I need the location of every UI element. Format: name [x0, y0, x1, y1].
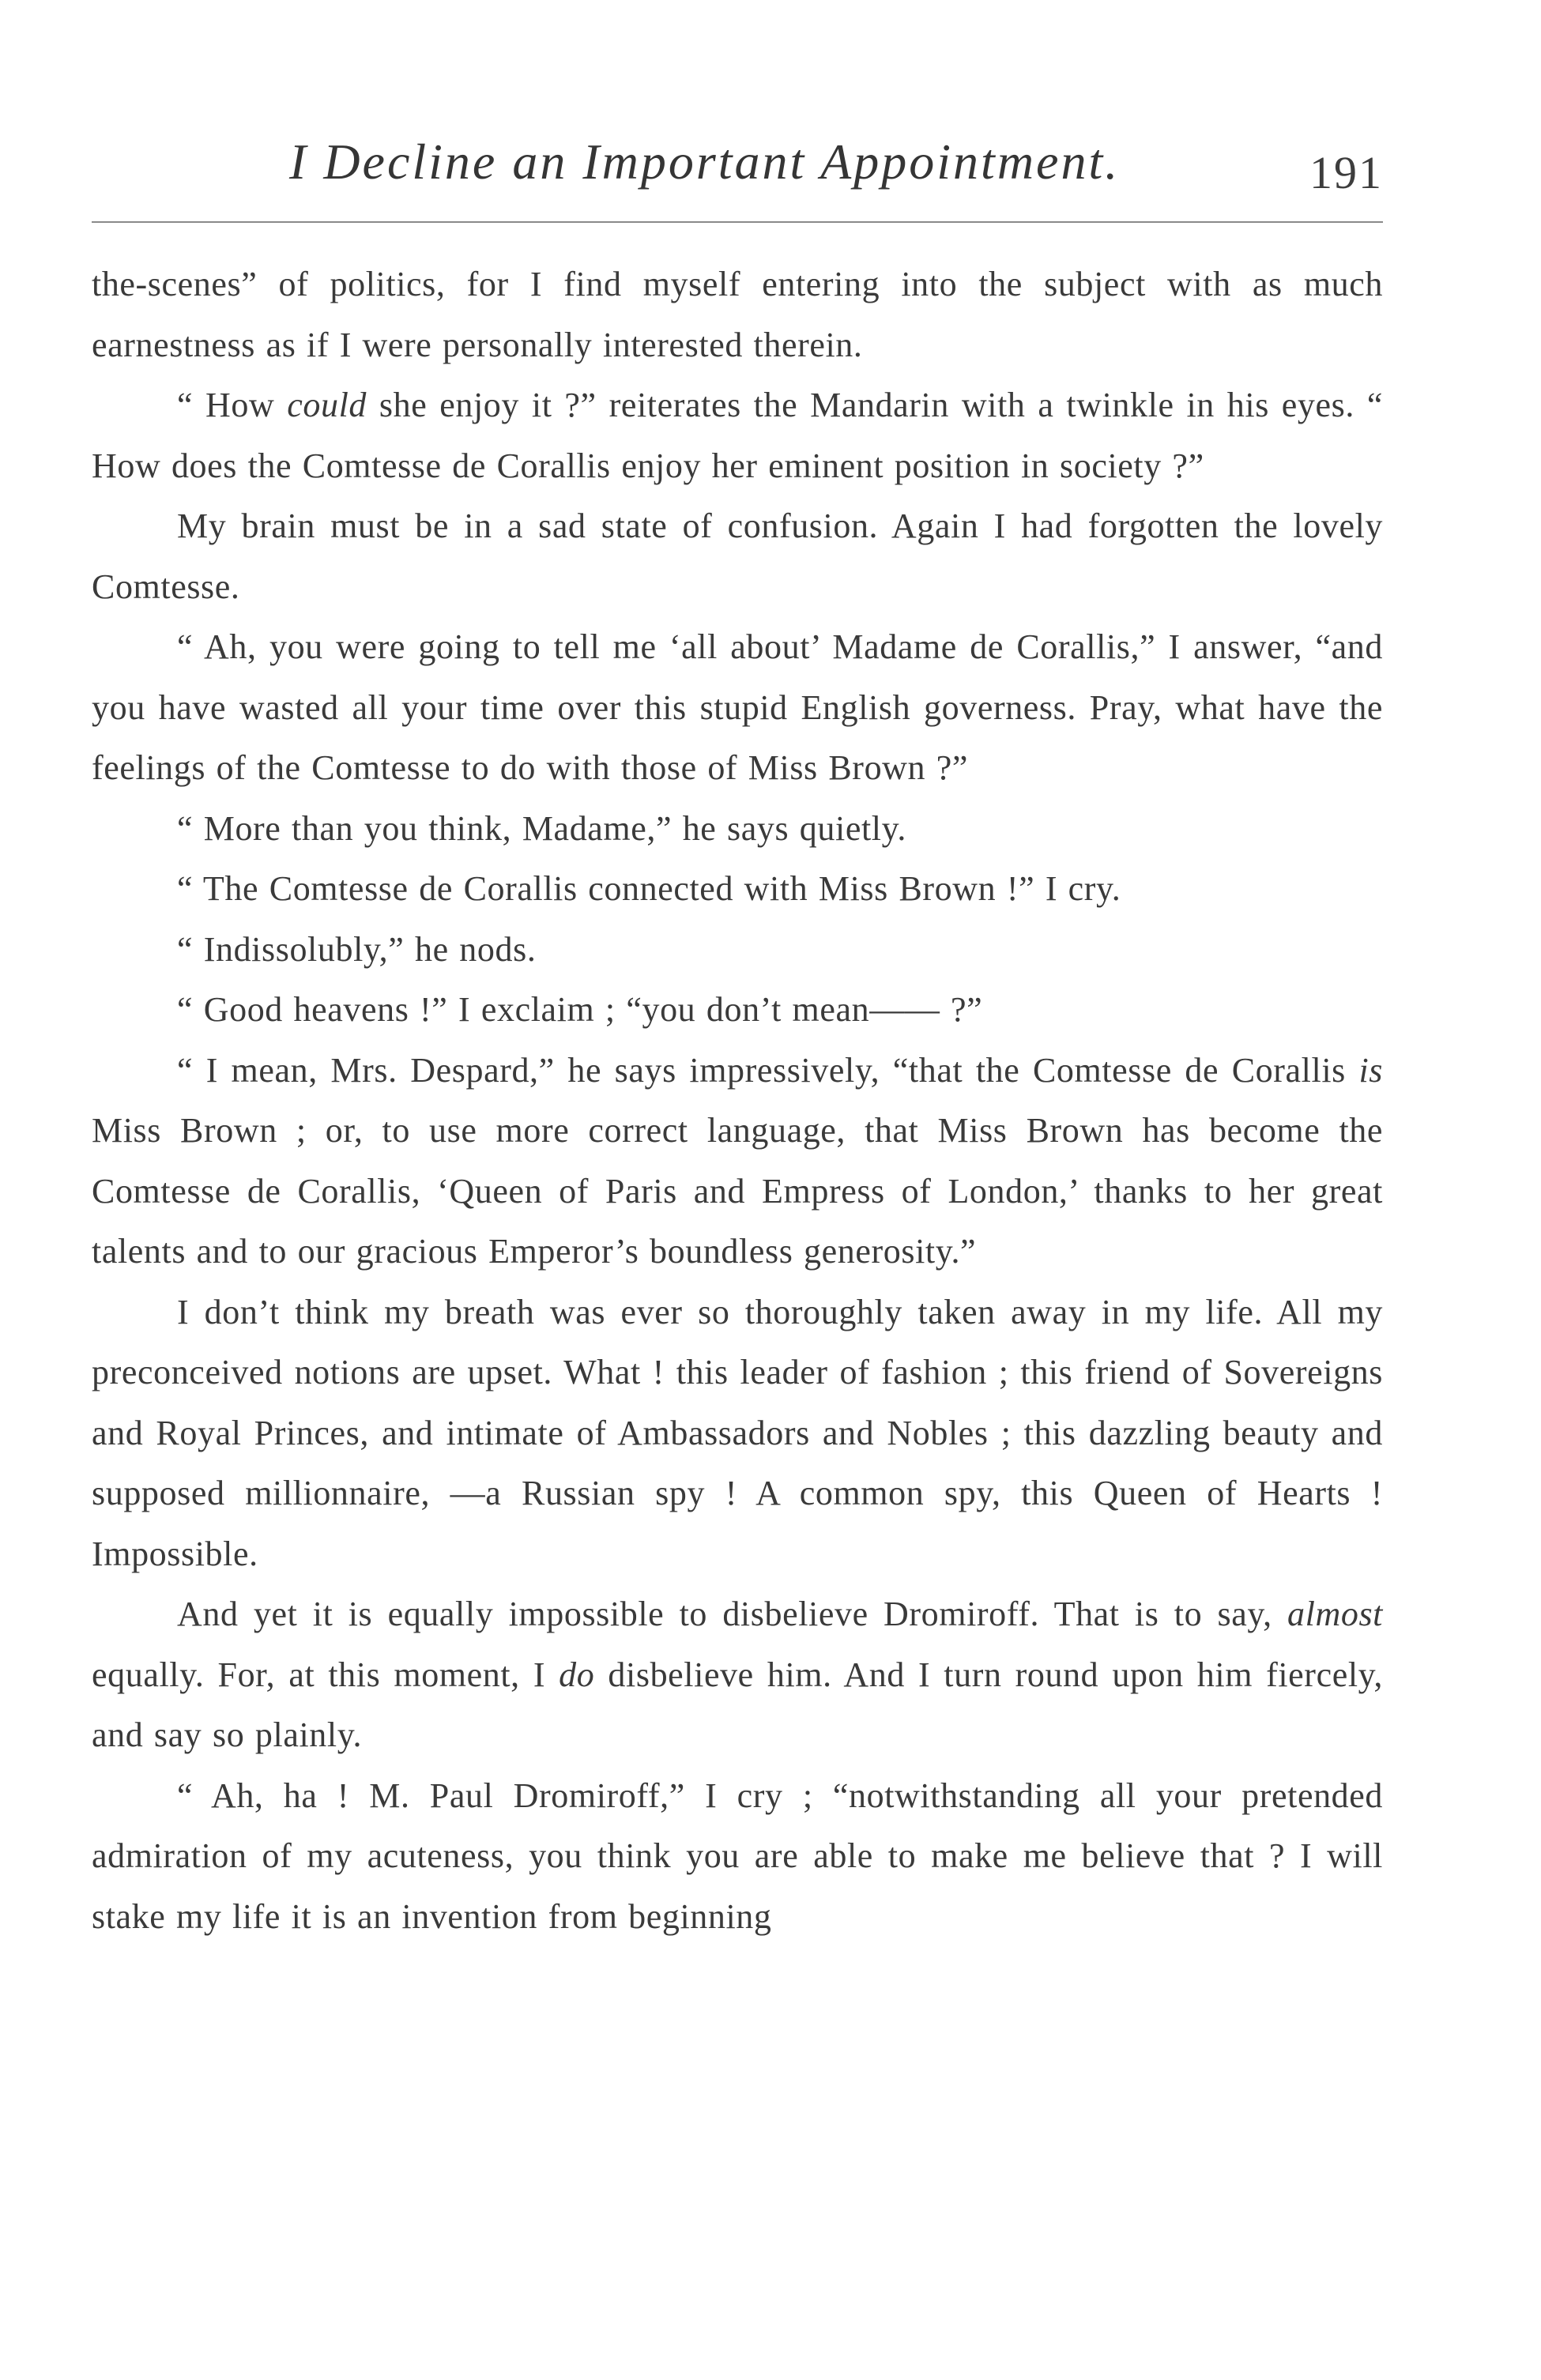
italic-text: could	[287, 386, 367, 424]
text-run: “ Ah, you were going to tell me ‘all about’ Madame de Corallis,” I answer, “and you have wasted all your time over this stupid English governess. Pray, what have the feelings of the Comtesse to do with those of Miss Brown ?”	[92, 627, 1383, 787]
running-title: I Decline an Important Appointment.	[289, 134, 1121, 190]
paragraph	[92, 1766, 1383, 1948]
running-head	[92, 119, 1383, 205]
page-number: 191	[1309, 147, 1383, 198]
header-rule	[92, 221, 1383, 223]
text-run: “ Indissolubly,” he nods.	[177, 929, 537, 969]
text-run: “ The Comtesse de Corallis connected with Miss Brown !” I cry.	[177, 869, 1121, 908]
text-run: equally. For, at this moment, I	[92, 1655, 560, 1694]
paragraph	[92, 920, 1383, 981]
paragraph	[92, 375, 1383, 496]
text-run: she enjoy it ?” reiterates the Mandarin with a twinkle in his eyes. “ How does the Comtesse de Corallis enjoy her eminent position in society ?”	[92, 386, 1383, 485]
paragraph	[92, 617, 1383, 799]
body-text	[92, 254, 1383, 1947]
paragraph	[92, 496, 1383, 617]
text-run: “ More than you think, Madame,” he says quietly.	[177, 808, 906, 848]
paragraph	[92, 859, 1383, 920]
text-run: “ Good heavens !” I exclaim ; “you don’t mean—— ?”	[177, 990, 983, 1029]
paragraph	[92, 1584, 1383, 1766]
text-run: I don’t think my breath was ever so thoroughly taken away in my life. All my preconceived notions are upset. What ! this leader of fashion ; this friend of Sovereigns and Royal Princes, and intimate of Ambassadors and Nobles ; this dazzling beauty and supposed millionnaire, —a Russian spy ! A common spy, this Queen of Hearts ! Impossible.	[92, 1292, 1383, 1573]
text-run: “ I mean, Mrs. Despard,” he says impressively, “that the Comtesse de Corallis	[177, 1050, 1359, 1090]
text-run: disbelieve him. And I turn round upon him fiercely, and say so plainly.	[92, 1655, 1383, 1754]
text-run: the-scenes” of politics, for I find myself entering into the subject with as much earnestness as if I were personally interested therein.	[92, 265, 1383, 364]
paragraph	[92, 1282, 1383, 1585]
paragraph	[92, 799, 1383, 860]
text-run: Miss Brown ; or, to use more correct language, that Miss Brown has become the Comtesse de Corallis, ‘Queen of Paris and Empress of London,’ thanks to her great talents and to our gracious Emperor’s boundless generosity.”	[92, 1111, 1383, 1271]
paragraph	[92, 254, 1383, 375]
text-run: “ How	[177, 386, 288, 424]
text-run: And yet it is equally impossible to disbelieve Dromiroff. That is to say,	[177, 1595, 1288, 1633]
paragraph	[92, 980, 1383, 1041]
italic-text: do	[559, 1655, 595, 1694]
text-run: “ Ah, ha ! M. Paul Dromiroff,” I cry ; “notwithstanding all your pretended admiration of my acuteness, you think you are able to make me believe that ? I will stake my life it is an invention from beginning	[92, 1776, 1383, 1936]
text-run: My brain must be in a sad state of confusion. Again I had forgotten the lovely Comtesse.	[92, 507, 1383, 606]
paragraph	[92, 1041, 1383, 1282]
italic-text: almost	[1287, 1595, 1383, 1633]
italic-text: is	[1358, 1050, 1383, 1090]
